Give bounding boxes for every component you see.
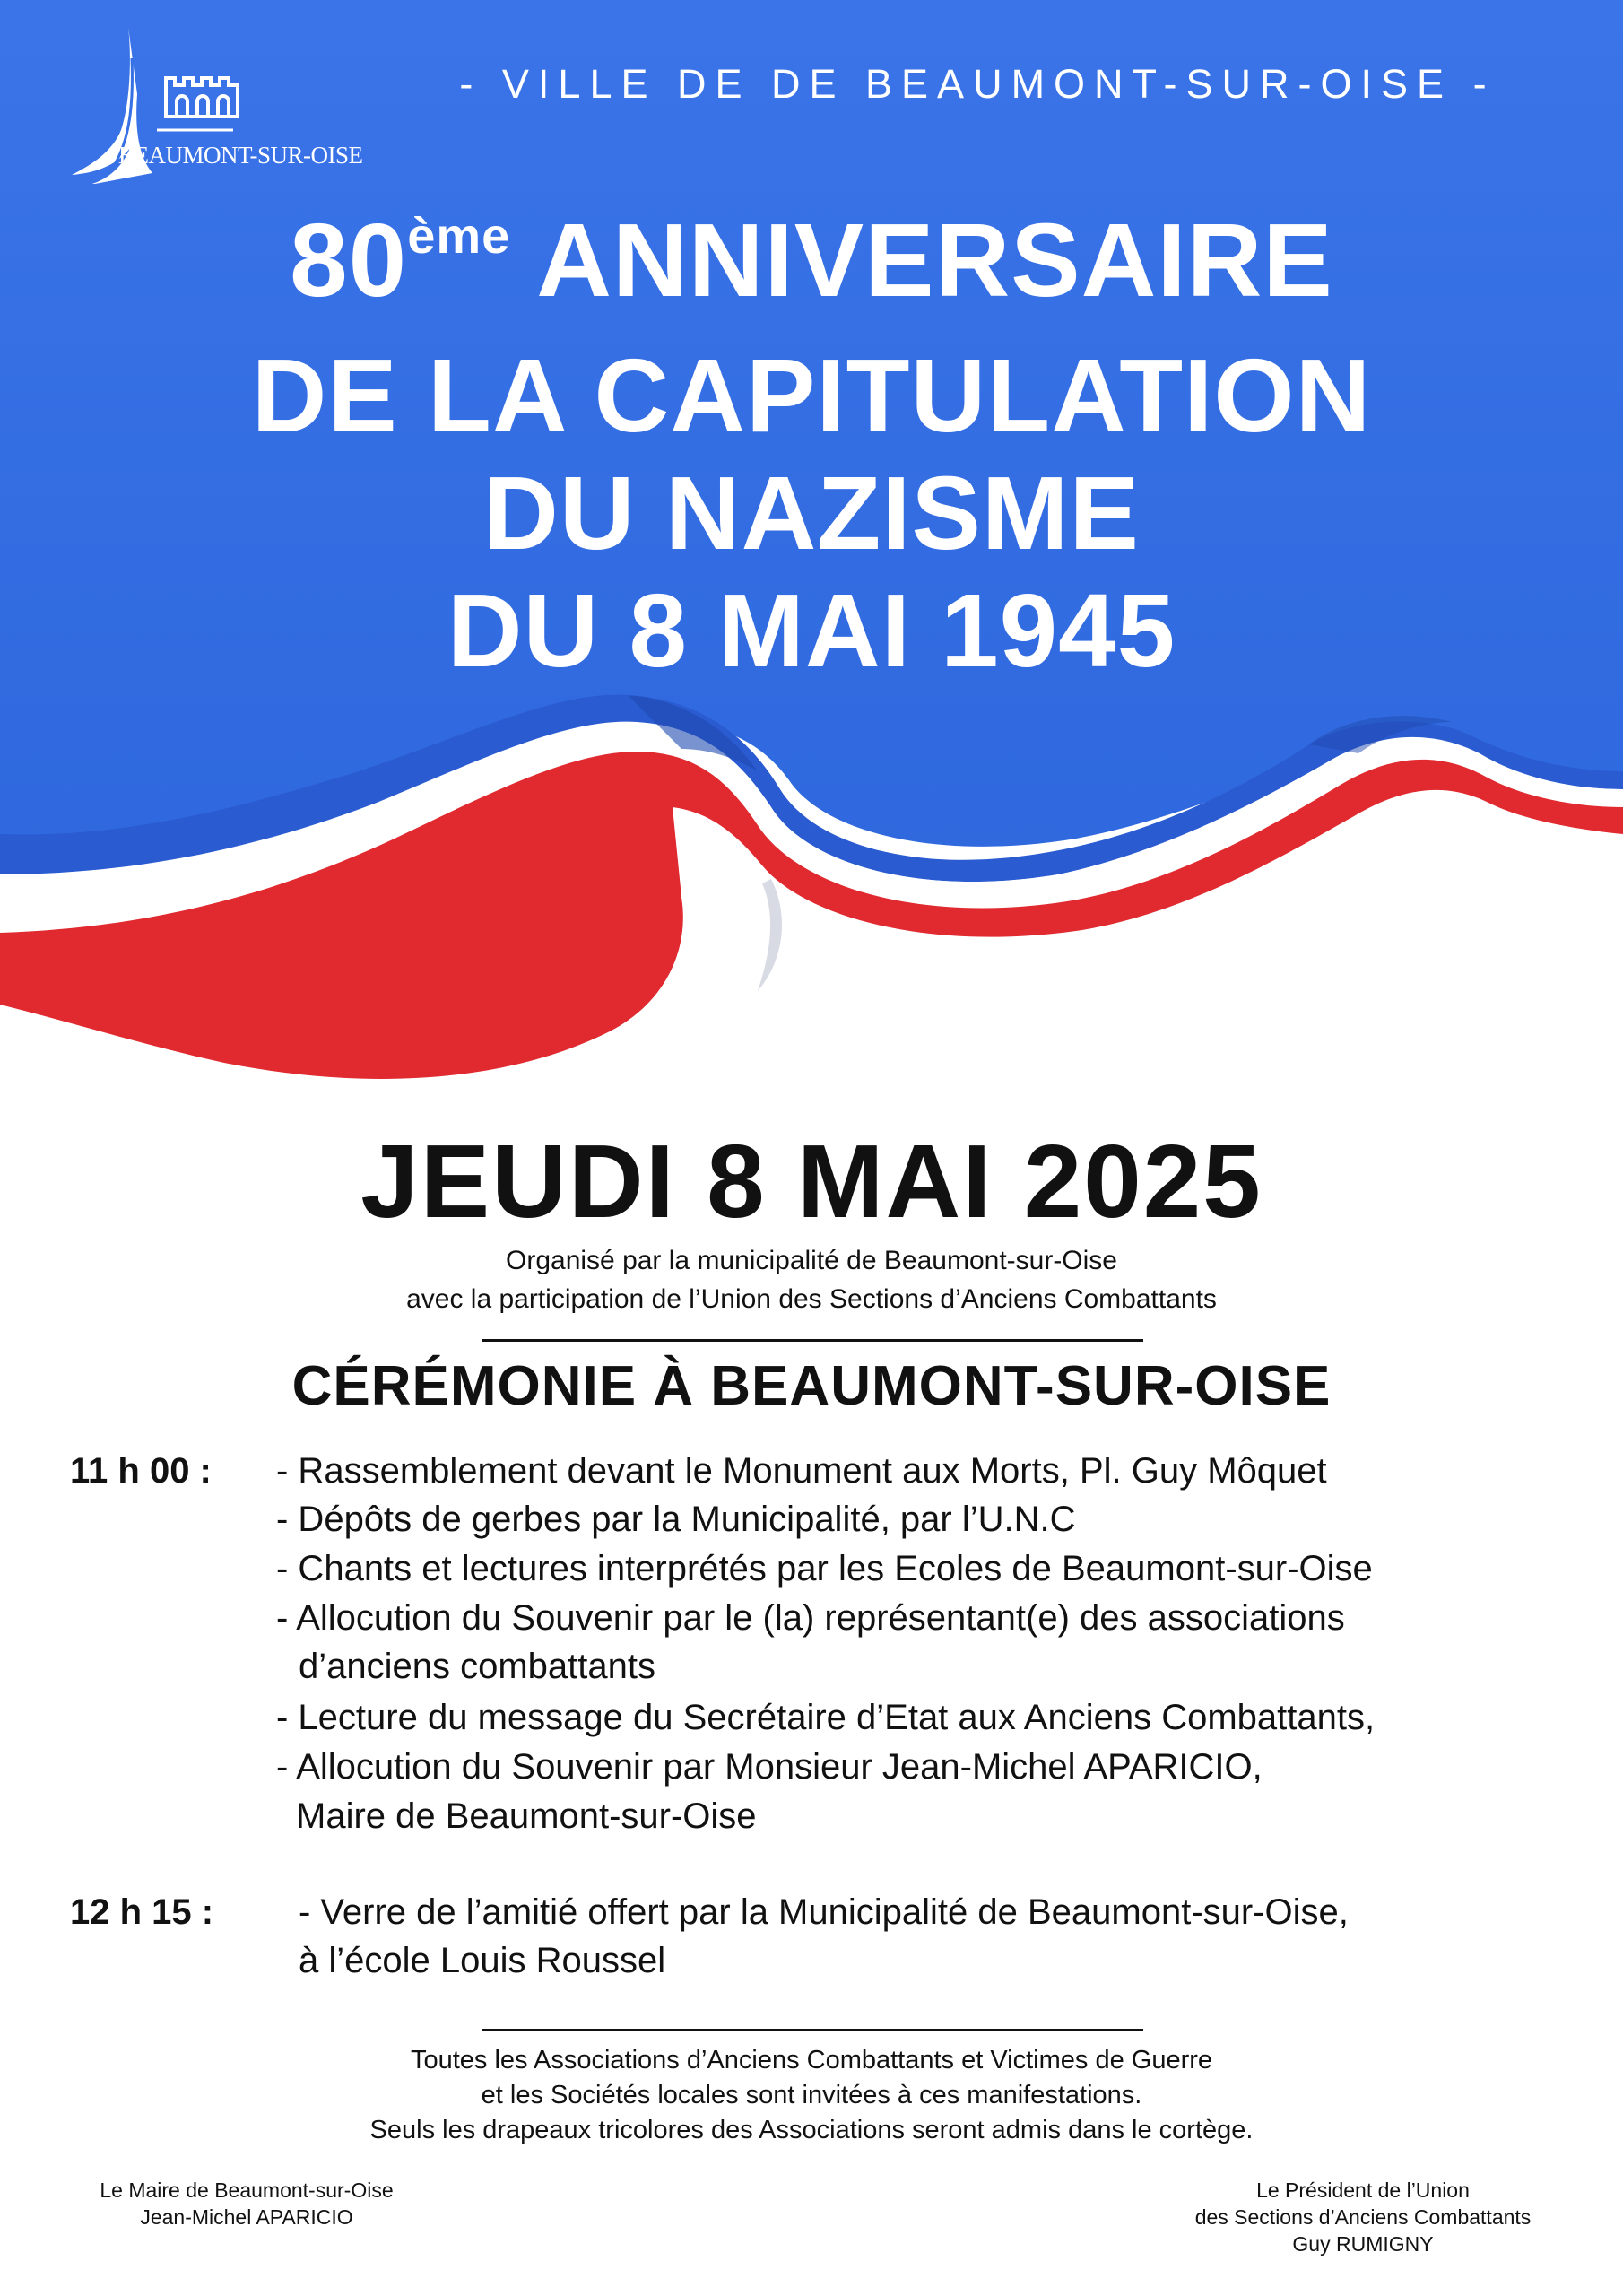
- schedule-time-2: 12 h 15 :: [70, 1892, 214, 1932]
- schedule-time-1: 11 h 00 :: [70, 1451, 212, 1491]
- ville-header: - VILLE DE DE BEAUMONT-SUR-OISE -: [459, 61, 1496, 107]
- title-line-1-rest: ANNIVERSAIRE: [536, 202, 1333, 318]
- signature-president-title: Le Président de l’Union: [1256, 2179, 1470, 2202]
- title-line-1: [0, 202, 1623, 337]
- signature-president-org: des Sections d’Anciens Combattants: [1194, 2205, 1532, 2229]
- title-line-3: DU NAZISME: [483, 455, 1140, 571]
- schedule-item: - Verre de l’amitié offert par la Municipalité de Beaumont-sur-Oise,: [299, 1892, 1349, 1932]
- title-line-4: DU 8 MAI 1945: [447, 572, 1176, 689]
- signature-president: [1139, 2177, 1587, 2257]
- schedule-item: - Chants et lectures interprétés par les Ecoles de Beaumont-sur-Oise: [276, 1549, 1373, 1588]
- signature-mayor: [54, 2177, 439, 2231]
- invitation-note: [0, 2043, 1623, 2148]
- invitation-line-1: Toutes les Associations d’Anciens Combattants et Victimes de Guerre: [410, 2046, 1213, 2074]
- schedule-item: - Lecture du message du Secrétaire d’Etat aux Anciens Combattants,: [276, 1698, 1376, 1737]
- invitation-line-2: et les Sociétés locales sont invitées à ces manifestations.: [481, 2081, 1142, 2109]
- organizer-line-2: avec la participation de l’Union des Sections d’Anciens Combattants: [406, 1284, 1217, 1314]
- schedule-item-continuation: à l’école Louis Roussel: [299, 1941, 666, 1980]
- signature-mayor-title: Le Maire de Beaumont-sur-Oise: [100, 2179, 394, 2202]
- schedule-item: - Allocution du Souvenir par le (la) représentant(e) des associations: [276, 1598, 1345, 1638]
- logo-text: BEAUMONT-SUR-OISE: [118, 142, 363, 169]
- invitation-line-3: Seuls les drapeaux tricolores des Associations seront admis dans le cortège.: [369, 2116, 1254, 2144]
- organizer-line-1: Organisé par la municipalité de Beaumont-sur-Oise: [506, 1246, 1117, 1275]
- event-date: JEUDI 8 MAI 2025: [360, 1123, 1263, 1239]
- divider-bottom: [482, 2029, 1143, 2031]
- signature-president-name: Guy RUMIGNY: [1292, 2232, 1434, 2256]
- title-number: 80: [290, 202, 408, 318]
- schedule-item-continuation: Maire de Beaumont-sur-Oise: [296, 1796, 757, 1836]
- title-line-2: DE LA CAPITULATION: [251, 337, 1372, 454]
- schedule-item: - Allocution du Souvenir par Monsieur Jean-Michel APARICIO,: [276, 1747, 1263, 1787]
- schedule-item: - Dépôts de gerbes par la Municipalité, par l’U.N.C: [276, 1500, 1076, 1539]
- signature-mayor-name: Jean-Michel APARICIO: [140, 2205, 353, 2229]
- schedule-item-continuation: d’anciens combattants: [299, 1647, 656, 1686]
- main-title: [0, 202, 1623, 690]
- title-ordinal-suffix: ème: [407, 207, 511, 264]
- divider-top: [482, 1339, 1143, 1342]
- ceremony-heading: CÉRÉMONIE À BEAUMONT-SUR-OISE: [291, 1355, 1332, 1417]
- organizer-info: [0, 1241, 1623, 1318]
- schedule-item: - Rassemblement devant le Monument aux Morts, Pl. Guy Môquet: [276, 1451, 1327, 1491]
